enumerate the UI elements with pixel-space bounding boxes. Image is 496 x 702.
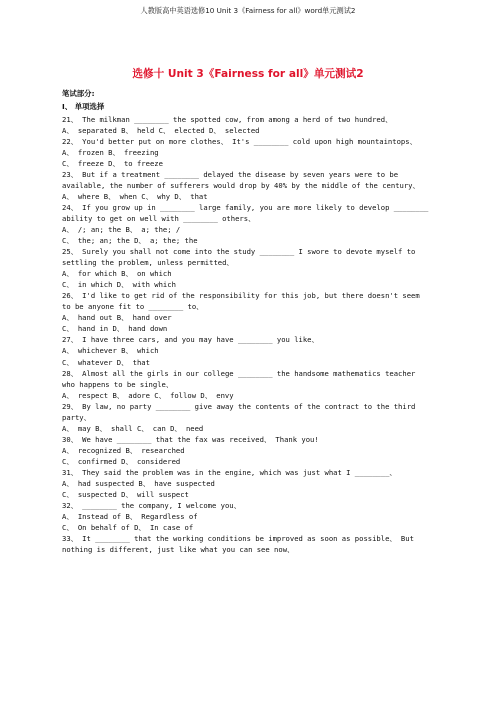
text-line: A、 /; an; the B、 a; the; / bbox=[62, 224, 181, 234]
text-line: 26、 I'd like to get rid of the responsibility for this job, but there doesn't seem bbox=[62, 291, 420, 301]
text-line: 25、 Surely you shall not come into the study ________ I swore to devote myself to bbox=[62, 247, 416, 257]
text-line: C、 confirmed D、 considered bbox=[62, 456, 181, 466]
text-line: A、 whichever B、 which bbox=[62, 346, 159, 356]
text-line: C、 freeze D、 to freeze bbox=[62, 158, 163, 168]
text-line: C、 On behalf of D、 In case of bbox=[62, 523, 194, 533]
text-line: C、 in which D、 with which bbox=[62, 280, 176, 290]
text-line: 31、 They said the problem was in the engine, which was just what I ________、 bbox=[62, 468, 397, 477]
text-line: A、 Instead of B、 Regardless of bbox=[62, 512, 198, 522]
text-line: A、 hand out B、 hand over bbox=[62, 313, 172, 323]
text-line: A、 where B、 when C、 why D、 that bbox=[62, 191, 208, 201]
text-line: A、 separated B、 held C、 elected D、 selected bbox=[62, 125, 260, 135]
section-heading: I、 单项选择 bbox=[62, 102, 105, 111]
text-line: A、 respect B、 adore C、 follow D、 envy bbox=[62, 390, 234, 400]
text-line: A、 for which B、 on which bbox=[62, 269, 172, 279]
text-line: available, the number of sufferers would drop by 40% by the middle of the century、 bbox=[62, 180, 420, 190]
text-line: who happens to be single、 bbox=[62, 379, 174, 389]
text-line: A、 may B、 shall C、 can D、 need bbox=[62, 423, 204, 433]
text-line: party、 bbox=[62, 412, 91, 422]
text-line: settling the problem, unless permitted、 bbox=[62, 258, 234, 268]
text-line: 27、 I have three cars, and you may have ________ you like、 bbox=[62, 335, 319, 345]
text-line: C、 whatever D、 that bbox=[62, 357, 150, 367]
text-line: 24、 If you grow up in ________ large family, you are more likely to develop ________ bbox=[62, 202, 429, 212]
text-line: 30、 We have ________ that the fax was received、 Thank you! bbox=[62, 434, 319, 444]
text-line: to be anyone fit to ________ to、 bbox=[62, 302, 204, 312]
text-line: A、 had suspected B、 have suspected bbox=[62, 479, 215, 489]
question-list bbox=[62, 114, 442, 556]
text-line: 33、 It ________ that the working conditions be improved as soon as possible、 But bbox=[62, 534, 414, 544]
text-line: A、 recognized B、 researched bbox=[62, 445, 185, 455]
text-line: 28、 Almost all the girls in our college ________ the handsome mathematics teacher bbox=[62, 368, 416, 378]
text-line: 29、 By law, no party ________ give away the contents of the contract to the third bbox=[62, 401, 416, 411]
text-line: A、 frozen B、 freezing bbox=[62, 147, 159, 157]
text-line: C、 the; an; the D、 a; the; the bbox=[62, 236, 198, 246]
page-header: 人教版高中英语选修10 Unit 3《Fairness for all》word单元测试2 bbox=[140, 6, 356, 15]
page-title: 选修十 Unit 3《Fairness for all》单元测试2 bbox=[132, 68, 364, 80]
part-heading: 笔试部分: bbox=[62, 89, 95, 98]
text-line: 22、 You'd better put on more clothes、 It's ________ cold upon high mountaintops、 bbox=[62, 136, 417, 146]
text-line: 32、 ________ the company, I welcome you、 bbox=[62, 501, 241, 511]
text-line: C、 suspected D、 will suspect bbox=[62, 490, 189, 500]
text-line: 21、 The milkman ________ the spotted cow, from among a herd of two hundred、 bbox=[62, 114, 393, 124]
text-line: C、 hand in D、 hand down bbox=[62, 324, 168, 334]
text-line: ability to get on well with ________ others、 bbox=[62, 213, 256, 223]
text-line: 23、 But if a treatment ________ delayed the disease by seven years were to be bbox=[62, 169, 399, 179]
text-line: nothing is different, just like what you can see now、 bbox=[62, 545, 295, 555]
